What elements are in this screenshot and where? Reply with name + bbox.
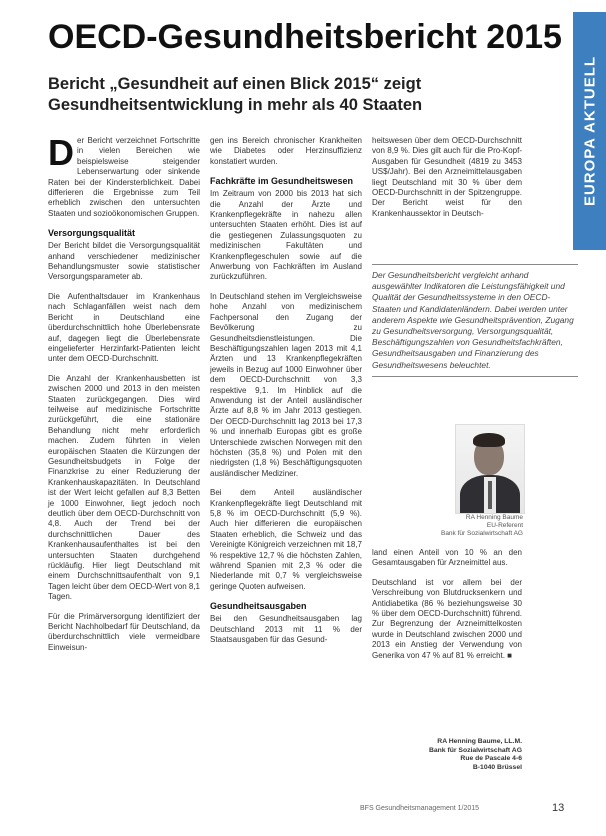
author-photo — [455, 424, 525, 514]
photo-hair-shape — [473, 433, 505, 447]
drop-cap: D — [48, 132, 74, 173]
caption-role: EU-Referent — [486, 522, 523, 529]
signature-city: B-1040 Brüssel — [472, 763, 522, 771]
info-callout: Der Gesundheitsbericht vergleicht anhand ausgewählter Indikatoren die Leistungsfähigkeit und Qualität der Gesundheitssysteme in den OECD-Staaten und Kandidatenländern. Dabei werden unter anderem Aspekte wie Gesundheitsprävention, Zugang zu Gesundheitsversorgung, Versorgungsqualität, Beschäftigungszahlen von Gesundheitsfachkräften, Gesundheitsausgaben und Finanzierung des Gesundheitswesens beleuchtet. — [372, 264, 578, 377]
photo-tie-shape — [488, 481, 492, 509]
column-2 — [210, 136, 362, 654]
signature-name: RA Henning Baume, LL.M. — [437, 738, 522, 745]
paragraph: gen ins Bereich chronischer Krankheiten wie Diabetes oder Herzinsuffizienz konstatiert wurden. — [210, 136, 362, 166]
column-1 — [48, 132, 200, 662]
paragraph: In Deutschland stehen im Vergleichsweise hohe Anzahl von medizinischem Fachpersonal den Zugang der Bevölkerung zu Gesundheitsdienstleistungen. Die Beschäftigungszahlen lagen 2013 mit 4,1 Ärzten und 13 Krankenpflegekräften jeweils in Bezug auf 1000 Einwohner über dem OECD-Durchschnitt von 3,3 respektive 9,1. Im Hinblick auf die Anwendung ist der Anteil ausländischer Ärzte auf 8,8 % im Jahr 2013 gestiegen. Der OECD-Durchschnitt lag 2013 bei 17,3 % und innerhalb Europas gibt es große Unterschiede zwischen Norwegen mit den höchsten (35,8 %) und Polen mit den niedrigsten (1,8 %) Beschäftigungsquoten ausländischer Mediziner. — [210, 291, 362, 478]
paragraph: Die Anzahl der Krankenhausbetten ist zwischen 2000 und 2013 in den meisten Staaten zurückgegangen. Dies wird teilweise auf medizinische Fortschritte zurückgeführt, die eine stationäre Behandlung nicht mehr erforderlich machen. Zudem führten in vielen europäischen Staaten die Kürzungen der Gesundheitsbudgets in Folge der Finanzkrise zu einer Reduzierung der Krankenhauskapazitäten. In Deutschland ist der Wert leicht gefallen auf 8,3 Betten je 1000 Einwohner, liegt jedoch noch deutlich über dem OECD-Durchschnitt von 4,8. Auch der Trend bei der durchschnittlichen Dauer des Krankenhausaufenthaltes ist bei den untersuchten Staaten durchgehend rückläufig. Hier liegt Deutschland mit einem Durchschnittsaufenthalt von 9,1 Tagen leicht über dem OECD-Wert von 8,1 Tagen. — [48, 373, 200, 602]
article-subtitle: Bericht „Gesundheit auf einen Blick 2015“ zeigt Gesundheitsentwicklung in mehr als 40 Staaten — [48, 75, 423, 114]
paragraph: Die Aufenthaltsdauer im Krankenhaus nach Schlaganfällen weist nach dem Bericht in Deutschland eine überdurchschnittlich hohe Überlebensrate auf, dagegen liegt die Überlebensrate eingelieferter Herzinfarkt-Patienten leicht unter dem OECD-Durchschnitt. — [48, 291, 200, 364]
paragraph: Für die Primärversorgung identifiziert der Bericht Nachholbedarf für Deutschland, da überdurchschnittlich viele vermeidbare Einweisun- — [48, 611, 200, 652]
photo-caption — [440, 514, 523, 538]
page-number: 13 — [552, 802, 565, 814]
paragraph: land einen Anteil von 10 % an den Gesamtausgaben für Arzneimittel aus. — [372, 548, 522, 568]
article-title: OECD-Gesundheitsbericht 2015 — [48, 18, 562, 56]
author-signature — [420, 738, 522, 772]
paragraph: Deutschland ist vor allem bei der Verschreibung von Blutdrucksenkern und Antidiabetika (86 % beziehungsweise 30 % über dem OECD-Durchschnitt) führend. Zur Begrenzung der Arzneimittelkosten wurde in Deutschland zwischen 2000 und 2013 ein Anstieg der Verwendung von Generika von 47 % auf 81 % erreicht. ■ — [372, 577, 522, 660]
paragraph: Bei den Gesundheitsausgaben lag Deutschland 2013 mit 11 % der Staatsausgaben für das Gesund- — [210, 614, 362, 645]
caption-org: Bank für Sozialwirtschaft AG — [440, 530, 523, 537]
paragraph: Im Zeitraum von 2000 bis 2013 hat sich die Anzahl der Ärzte und Krankenpflegekräfte in nahezu allen untersuchten Staaten erhöht. Dies ist auf die gestiegenen Zulassungsquoten zu medizinischen Fakultäten und Krankenpflegeschulen sowie auf die Anwerbung von Fachkräften im Ausland zurückzuführen. — [210, 189, 362, 282]
column-3-bottom — [372, 548, 522, 670]
heading-gesundheitsausgaben: Gesundheitsausgaben — [210, 601, 307, 612]
column-3-top — [372, 136, 522, 228]
page-footer: BFS Gesundheitsmanagement 1/2015 — [360, 805, 480, 812]
paragraph: Bei dem Anteil ausländischer Krankenpflegekräfte liegt Deutschland mit 5,8 % im OECD-Durchschnitt (5,9 %). Auch hier differieren die europäischen Staaten erheblich, die Schweiz und das Vereinigte Königreich verzeichnen mit 18,7 % respektive 12,7 % die höchsten Zahlen, während Spanien mit 2,3 % oder die Niederlande mit 0,7 % vergleichsweise geringe Quoten aufweisen. — [210, 488, 362, 591]
section-tab — [573, 12, 606, 250]
signature-street: Rue de Pascale 4-6 — [460, 755, 522, 763]
intro-text: er Bericht verzeichnet Fortschritte in vielen Bereichen wie beispielsweise steigender Lebenserwartung oder sinkende Raten bei der Kindersterblichkeit. Dabei differieren die Ergebnisse zum Teil erheblich zwischen den untersuchten Staaten und sozioökonomischen Gruppen. — [48, 136, 200, 218]
heading-fachkraefte: Fachkräfte im Gesundheitswesen — [210, 176, 354, 187]
paragraph: Der Bericht bildet die Versorgungsqualität anhand verschiedener medizinischer Behandlungsmuster sowie statistischer Versorgungsparameter ab. — [48, 241, 200, 282]
caption-name: RA Henning Baume — [465, 514, 523, 521]
paragraph: heitswesen über dem OECD-Durchschnitt von 8,9 %. Dies gilt auch für die Pro-Kopf-Ausgaben für Gesundheit (4819 zu 3453 US$/Jahr). Bei den Arzneimittelausgaben liegt Deutschland mit 30 % über dem OECD-Durchschnitt in der Spitzengruppe. Der Bericht weist für den Krankenhaussektor in Deutsch- — [372, 136, 522, 218]
section-tab-label: EUROPA AKTUELL — [581, 55, 598, 207]
intro-paragraph — [48, 132, 200, 219]
signature-org: Bank für Sozialwirtschaft AG — [428, 746, 522, 754]
heading-versorgungsqualitaet: Versorgungsqualität — [48, 228, 136, 239]
